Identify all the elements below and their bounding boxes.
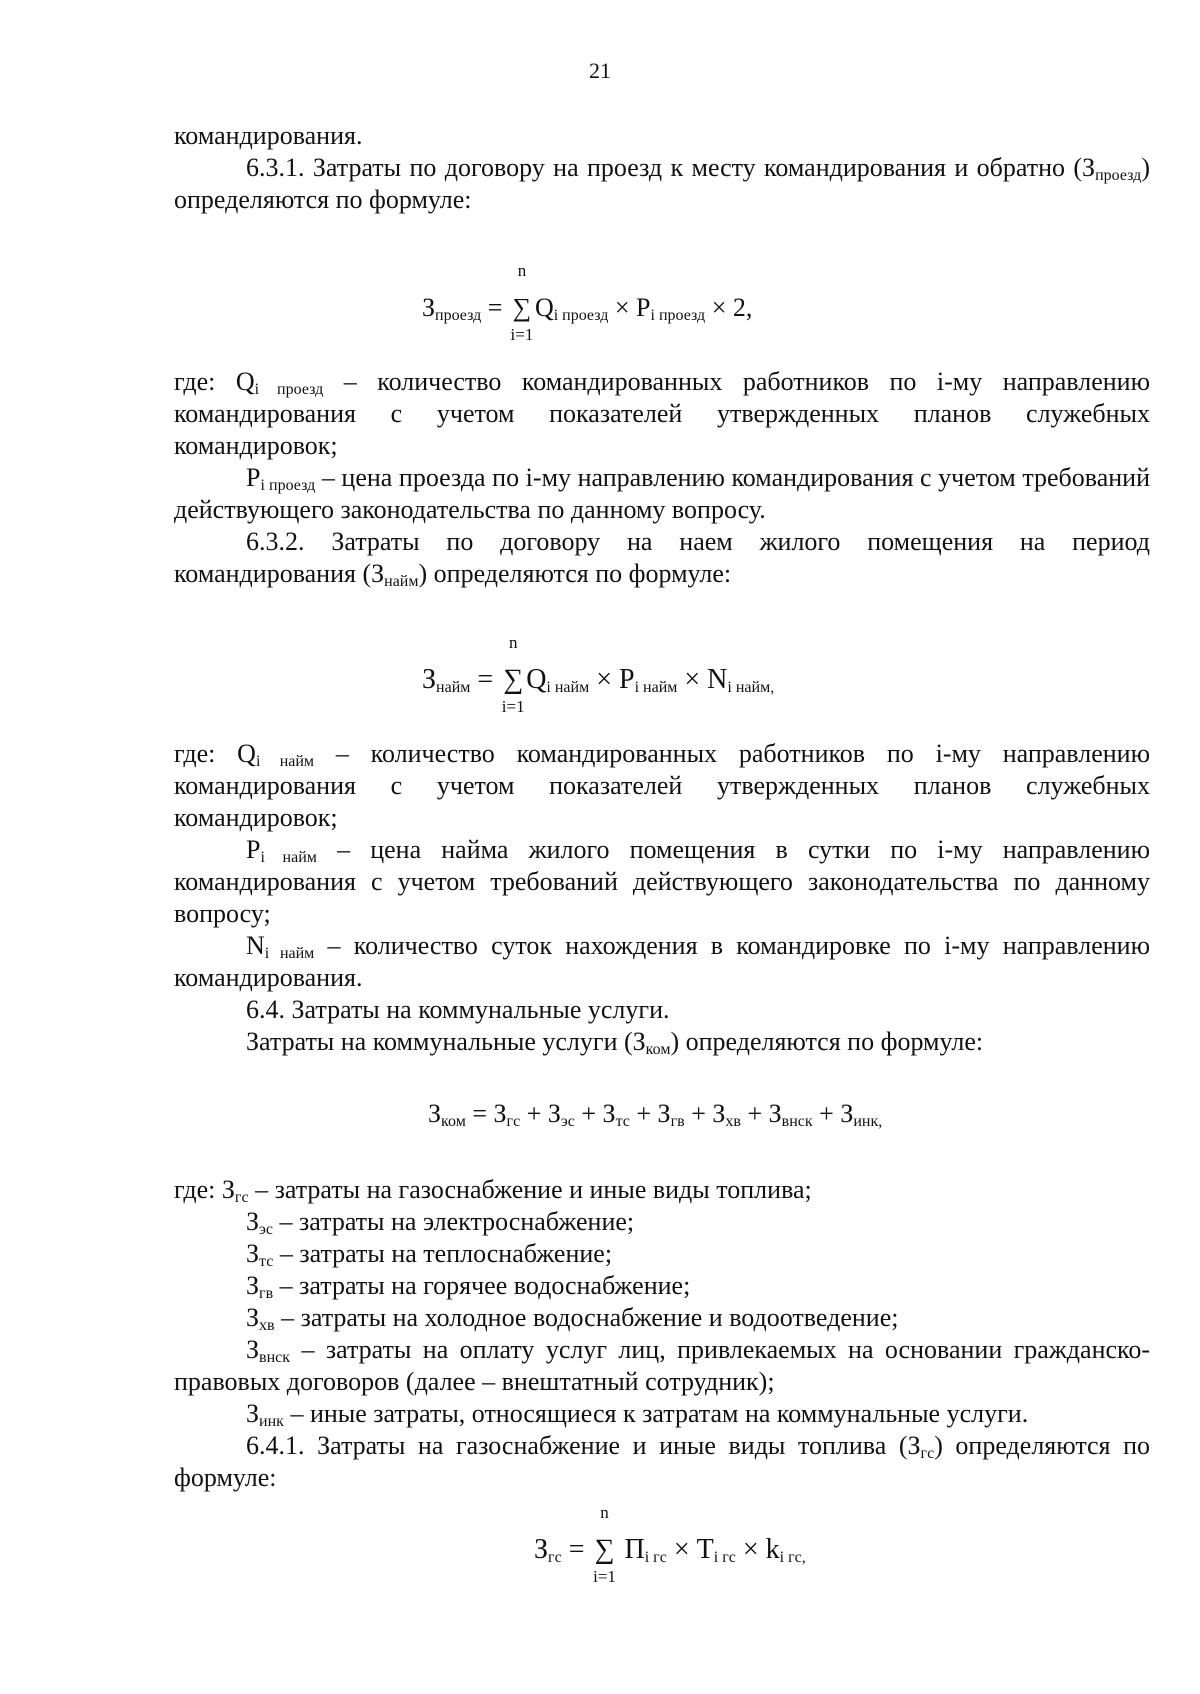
definition: $P_{i проезд}$ – цена проезда по i-му направлению командирования с учетом требований действующего законодательства по данному вопросу. [174,463,1150,524]
paragraph-6-4: 6.4. Затраты на коммунальные услуги. [246,995,670,1024]
definition: $З_{инк}$ – иные затраты, относящиеся к затратам на коммунальные услуги. [246,1399,1029,1430]
document-body [174,120,1150,1624]
paragraph-6-3-1: 6.3.1. Затраты по договору на проезд к месту командирования и обратно $(З_{проезд})$ определяются по формуле: [174,153,1150,214]
formula-line: $З_{ком} = З_{гс} + З_{эс} + З_{тс} + З_{гв} + З_{хв} + З_{внск} + З_{инк,}$ [428,1099,883,1130]
formula-utilities [174,1058,1150,1174]
paragraph: Затраты на коммунальные услуги $(З_{ком})$ определяются по формуле: [246,1027,984,1058]
definition: $З_{эс}$ – затраты на электроснабжение; [246,1207,635,1238]
definition: $N_{i найм}$ – количество суток нахождения в командировке по i-му направлению командирования. [174,931,1150,992]
formula-housing [174,590,1150,738]
paragraph-6-3-2: 6.3.2. Затраты по договору на наем жилого помещения на период командирования $(З_{найм})$ определяются по формуле: [174,527,1150,590]
definition: где: $Q_{i найм}$ – количество командированных работников по i-му направлению командирования с учетом показателей утвержденных планов служебных командировок; [174,739,1151,832]
paragraph-6-4-1: 6.4.1. Затраты на газоснабжение и иные виды топлива $(З_{гс})$ определяются по формуле: [174,1431,1150,1492]
definition: $З_{хв}$ – затраты на холодное водоснабжение и водоотведение; [246,1303,899,1334]
formula-line: $З_{проезд}$ = n ∑ i=1 $Q_{i проезд} \times P_{i проезд} \times 2$, [422,261,753,344]
sum-sign: n ∑ i=1 [510,261,534,344]
formula-line: $З_{гс}$ = n ∑ i=1 $П_{i гс} \times Т_{i гс} \times k_{i гс,}$ [534,1503,806,1586]
formula-gas [174,1494,1150,1624]
definition: $P_{i найм}$ – цена найма жилого помещения в сутки по i-му направлению командирования с учетом требований действующего законодательства по данному вопросу; [174,835,1151,928]
definition: $З_{тс}$ – затраты на теплоснабжение; [246,1239,613,1270]
definition: $З_{гв}$ – затраты на горячее водоснабжение; [246,1271,691,1302]
paragraph: командирования. [174,121,363,150]
sum-sign: n ∑ i=1 [593,1503,616,1586]
definition: где: $З_{гс}$ – затраты на газоснабжение и иные виды топлива; [174,1175,812,1206]
sum-sign: n ∑ i=1 [501,633,525,716]
page-number: 21 [589,58,611,83]
formula-line: $З_{найм}$ = n ∑ i=1 $Q_{i найм} \times P_{i найм} \times N_{i найм,}$ [422,633,775,716]
formula-travel [174,216,1150,366]
definition: $З_{внск}$ – затраты на оплату услуг лиц, привлекаемых на основании гражданско-правовых договоров (далее – внештатный сотрудник); [174,1335,1150,1396]
definition: где: $Q_{i проезд}$ – количество командированных работников по i-му направлению командирования с учетом показателей утвержденных планов служебных командировок; [174,367,1150,460]
